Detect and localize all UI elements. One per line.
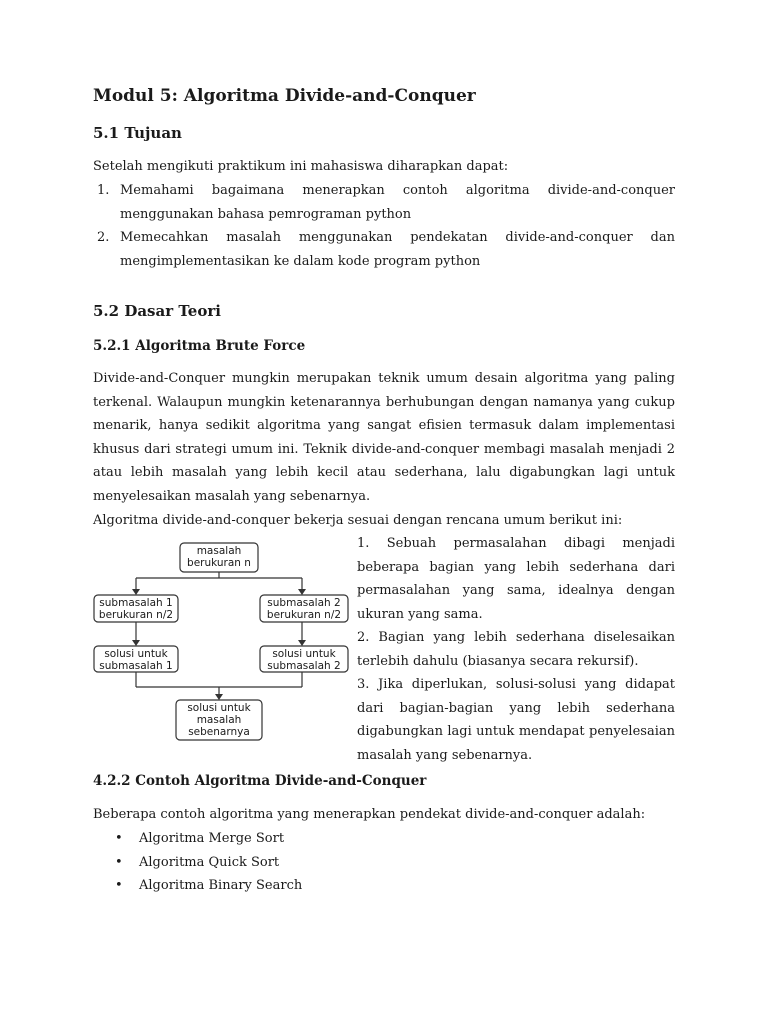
section-4-2-2-heading: 4.2.2 Contoh Algoritma Divide-and-Conquer <box>93 773 427 789</box>
divide-and-conquer-diagram <box>88 538 350 744</box>
list-item <box>115 851 515 875</box>
diagram-text: sebenarnya <box>188 726 250 738</box>
examples-intro: Beberapa contoh algoritma yang menerapkan pendekat divide-and-conquer adalah: <box>93 807 646 822</box>
diagram-text: submasalah 1 <box>99 597 173 609</box>
section-5-2-heading: 5.2 Dasar Teori <box>93 302 221 320</box>
bullet-icon: • <box>115 878 123 893</box>
list-item-text: Memecahkan masalah menggunakan pendekatan divide-and-conquer dan mengimplementasikan ke dalam kode program python <box>120 230 675 269</box>
section-5-1-intro: Setelah mengikuti praktikum ini mahasiswa diharapkan dapat: <box>93 159 509 174</box>
plan-step: 2. Bagian yang lebih sederhana diselesaikan terlebih dahulu (biasanya secara rekursif). <box>357 630 675 669</box>
plan-intro: Algoritma divide-and-conquer bekerja sesuai dengan rencana umum berikut ini: <box>93 513 623 528</box>
diagram-text: solusi untuk <box>272 648 336 660</box>
plan-step: 1. Sebuah permasalahan dibagi menjadi beberapa bagian yang lebih sederhana dari permasalahan yang sama, idealnya dengan ukuran yang sama. <box>357 536 675 622</box>
examples-list <box>115 827 515 898</box>
list-item <box>115 827 515 851</box>
plan-steps <box>357 532 675 767</box>
diagram-text: submasalah 2 <box>267 660 341 672</box>
list-item-number: 2. <box>97 230 110 245</box>
bullet-icon: • <box>115 854 123 870</box>
objectives-list <box>93 179 675 273</box>
diagram-text: masalah <box>196 714 242 726</box>
diagram-text: solusi untuk <box>187 702 251 714</box>
list-item <box>93 179 675 226</box>
section-5-1-heading: 5.1 Tujuan <box>93 124 182 142</box>
list-item-number: 1. <box>97 183 110 198</box>
section-5-2-1-heading: 5.2.1 Algoritma Brute Force <box>93 338 306 354</box>
theory-paragraph: Divide-and-Conquer mungkin merupakan teknik umum desain algoritma yang paling terkenal. Walaupun mungkin ketenarannya berhubungan dengan namanya yang cukup menarik, hanya sedikit algoritma yang sangat efisien termasuk dalam implementasi khusus dari strategi umum ini. Teknik divide-and-conquer membagi masalah menjadi 2 atau lebih masalah yang lebih kecil atau sederhana, lalu digabungkan lagi untuk menyelesaikan masalah yang sebenarnya. <box>93 371 675 504</box>
diagram-text: solusi untuk <box>104 648 168 660</box>
diagram-text: submasalah 1 <box>99 660 173 672</box>
list-item-text: Algoritma Merge Sort <box>139 831 285 846</box>
bullet-icon: • <box>115 831 123 846</box>
diagram-text: masalah <box>196 545 242 557</box>
list-item <box>115 874 515 898</box>
page-title: Modul 5: Algoritma Divide-and-Conquer <box>93 86 476 106</box>
plan-step: 3. Jika diperlukan, solusi-solusi yang didapat dari bagian-bagian yang lebih sederhana digabungkan lagi untuk mendapat penyelesaian masalah yang sebenarnya. <box>357 677 675 763</box>
list-item-text: Algoritma Quick Sort <box>139 854 280 870</box>
diagram-text: berukuran n/2 <box>266 609 342 621</box>
diagram-text: submasalah 2 <box>267 597 341 609</box>
list-item-text: Memahami bagaimana menerapkan contoh algoritma divide-and-conquer menggunakan bahasa pemrograman python <box>120 183 675 222</box>
diagram-text: berukuran n <box>187 557 251 569</box>
diagram-text: berukuran n/2 <box>98 609 174 621</box>
list-item-text: Algoritma Binary Search <box>139 878 303 893</box>
list-item <box>93 226 675 273</box>
